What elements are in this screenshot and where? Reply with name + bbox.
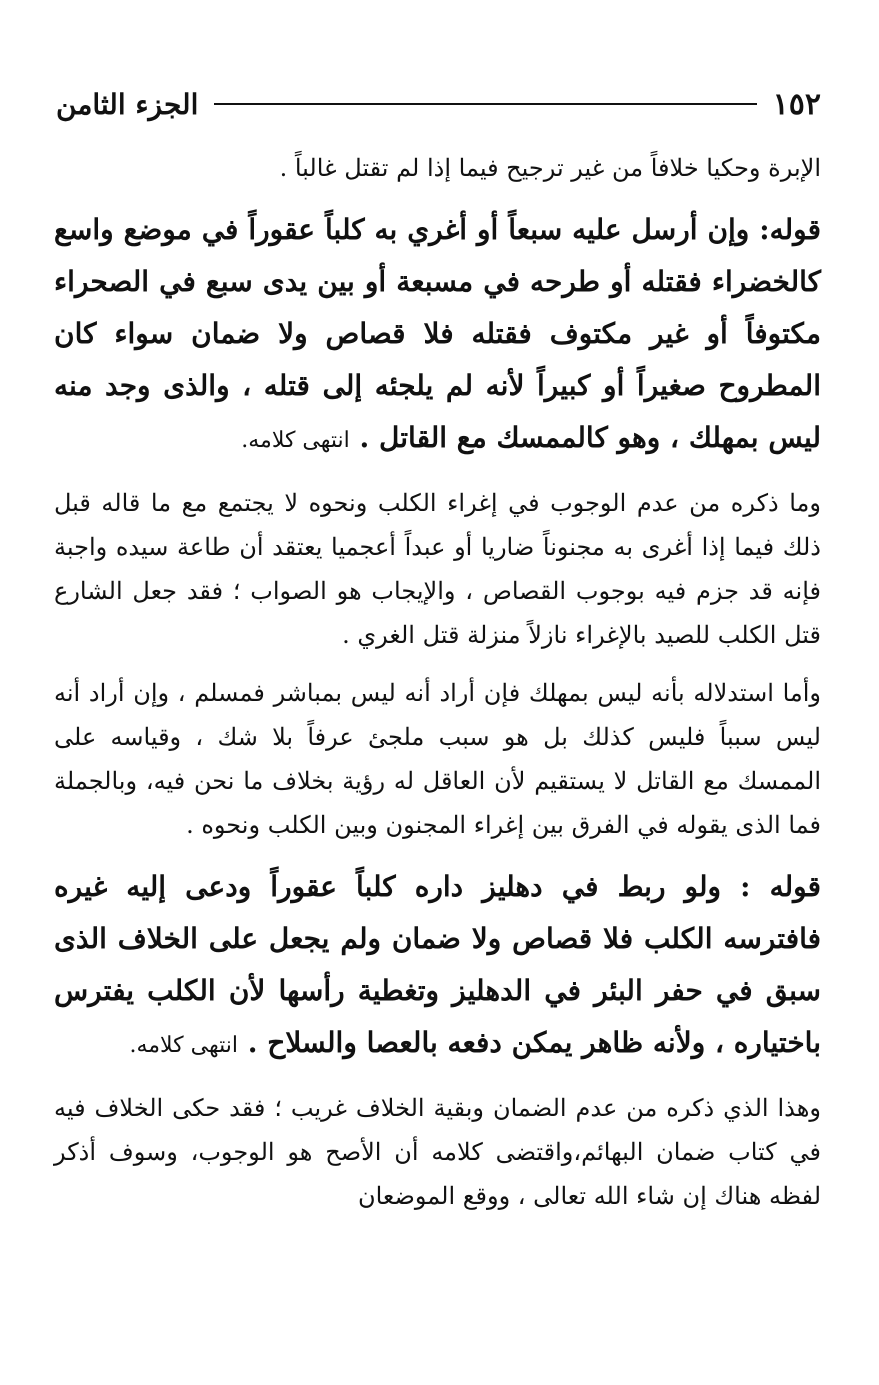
paragraph-1 <box>54 146 821 190</box>
quoted-text: قوله: وإن أرسل عليه سبعاً أو أغري به كلباً عقوراً في موضع واسع كالخضراء فقتله أو طرحه في مسبعة أو بين يدى سبع في الصحراء مكتوفاً أو غير مكتوف فقتله فلا قصاص ولا ضمان سواء كان المطروح صغيراً أو كبيراً لأنه لم يلجئه إلى قتله ، والذى وجد منه ليس بمهلك ، وهو كالممسك مع القاتل . <box>54 213 821 454</box>
paragraph-text: وما ذكره من عدم الوجوب في إغراء الكلب ونحوه لا يجتمع مع ما قاله قبل ذلك فيما إذا أغرى به مجنوناً ضاريا أو عبداً أعجميا يعتقد أن طاعة سيده واجبة فإنه قد جزم فيه بوجوب القصاص ، والإيجاب هو الصواب ؛ فقد جعل الشارع قتل الكلب للصيد بالإغراء نازلاً منزلة قتل الغري . <box>54 489 822 649</box>
paragraph-3 <box>54 671 821 847</box>
running-title: الجزء الثامن <box>56 87 199 121</box>
quoted-text: قوله : ولو ربط في دهليز داره كلباً عقوراً ودعى إليه غيره فافترسه الكلب فلا قصاص ولا ضمان ولم يجعل على الخلاف الذى سبق في حفر البئر في الدهليز وتغطية رأسها لأن الكلب يفترس باختياره ، ولأنه ظاهر يمكن دفعه بالعصا والسلاح . <box>54 870 821 1059</box>
paragraph-text: الإبرة وحكيا خلافاً من غير ترجيح فيما إذا لم تقتل غالباً . <box>279 154 821 182</box>
paragraph-text: وهذا الذي ذكره من عدم الضمان وبقية الخلاف غريب ؛ فقد حكى الخلاف فيه في كتاب ضمان البهائم،واقتضى كلامه أن الأصح هو الوجوب، وسوف أذكر لفظه هناك إن شاء الله تعالى ، ووقع الموضعان <box>54 1094 822 1210</box>
main-text <box>54 140 821 1218</box>
paragraph-4 <box>54 1086 821 1218</box>
paragraph-2 <box>54 481 821 657</box>
page-header <box>56 84 821 124</box>
paragraph-text: وأما استدلاله بأنه ليس بمهلك فإن أراد أنه ليس بمباشر فمسلم ، وإن أراد أنه ليس سبباً فليس كذلك بل هو سبب ملجئ عرفاً بلا شك ، وقياسه على الممسك مع القاتل لا يستقيم لأن العاقل له رؤية بخلاف ما نحن فيه، وبالجملة فما الذى يقوله في الفرق بين إغراء المجنون وبين الكلب ونحوه . <box>54 679 821 839</box>
quoted-passage-1 <box>54 204 821 467</box>
quote-end-note: انتهى كلامه. <box>129 1033 238 1058</box>
page-number: ١٥٢ <box>772 86 821 122</box>
header-rule <box>214 103 756 105</box>
quoted-passage-2 <box>54 861 821 1072</box>
quote-end-note: انتهى كلامه. <box>241 428 350 453</box>
